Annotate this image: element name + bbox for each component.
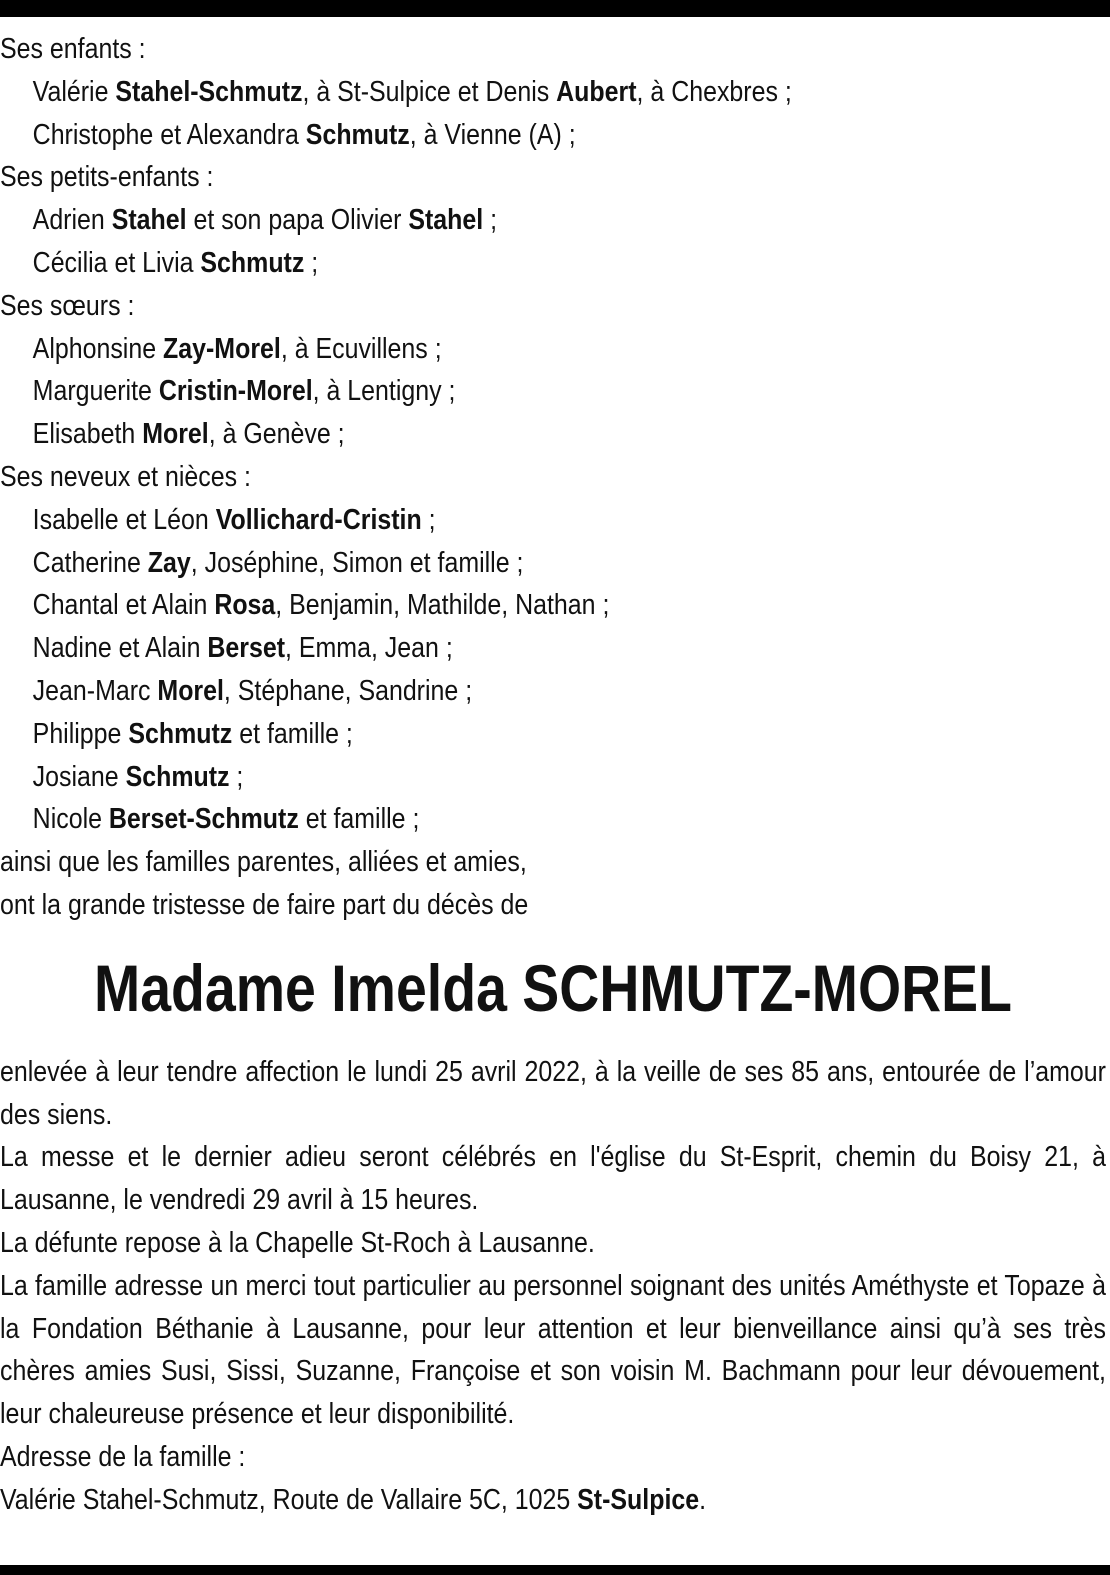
family-text: , Emma, Jean ; xyxy=(285,632,453,665)
paragraph-ceremony: La messe et le dernier adieu seront célébrés en l'église du St-Esprit, chemin du Boisy 21, à Lausanne, le vendredi 29 avril à 15 heures. xyxy=(0,1141,1106,1217)
family-text: Valérie xyxy=(32,75,116,108)
address-end: . xyxy=(699,1483,707,1516)
family-text: Philippe xyxy=(32,717,129,750)
family-text: Marguerite xyxy=(32,375,159,408)
family-surname: Berset xyxy=(207,632,286,665)
family-text: ainsi que les familles parentes, alliées et amies, xyxy=(0,846,527,879)
family-surname: Vollichard-Cristin xyxy=(215,503,422,536)
family-text: ; xyxy=(421,503,436,536)
address-city: St-Sulpice xyxy=(577,1483,700,1516)
family-text: , Benjamin, Mathilde, Nathan ; xyxy=(275,589,610,622)
family-group-heading xyxy=(0,28,951,71)
family-member-line xyxy=(0,328,951,371)
family-text: ; xyxy=(304,246,319,279)
obituary-notice xyxy=(0,28,1106,1522)
family-surname: Schmutz xyxy=(128,717,233,750)
family-member-line xyxy=(0,798,951,841)
family-text: , à St-Sulpice et Denis xyxy=(302,75,557,108)
family-surname: Morel xyxy=(157,674,224,707)
family-surname: Rosa xyxy=(214,589,276,622)
paragraph-rest: La défunte repose à la Chapelle St-Roch à Lausanne. xyxy=(0,1226,595,1259)
family-text: Jean-Marc xyxy=(32,674,158,707)
family-text: ; xyxy=(229,760,244,793)
family-member-line xyxy=(0,413,951,456)
family-text: , à Chexbres ; xyxy=(636,75,792,108)
family-list xyxy=(0,28,1106,927)
family-text: , Joséphine, Simon et famille ; xyxy=(190,546,524,579)
paragraph-death: enlevée à leur tendre affection le lundi 25 avril 2022, à la veille de ses 85 ans, entourée de l’amour des siens. xyxy=(0,1055,1106,1131)
family-text: Ses enfants : xyxy=(0,33,146,65)
family-member-line xyxy=(0,627,951,670)
family-surname: Stahel-Schmutz xyxy=(115,75,303,108)
family-surname: Zay-Morel xyxy=(163,332,281,365)
family-text: Josiane xyxy=(32,760,126,793)
family-group-heading xyxy=(0,456,951,499)
family-member-line xyxy=(0,584,951,627)
family-text: et famille ; xyxy=(298,803,420,836)
family-text: Elisabeth xyxy=(32,418,143,451)
family-surname: Zay xyxy=(147,546,191,579)
bottom-rule xyxy=(0,1565,1110,1575)
family-text: , à Lentigny ; xyxy=(312,375,456,408)
family-surname: Schmutz xyxy=(125,760,230,793)
family-group-heading xyxy=(0,841,951,884)
family-member-line xyxy=(0,542,951,585)
family-member-line xyxy=(0,499,951,542)
family-text: Chantal et Alain xyxy=(32,589,215,622)
family-member-line xyxy=(0,199,951,242)
family-text: , à Genève ; xyxy=(208,418,345,451)
family-surname: Morel xyxy=(142,418,209,451)
family-surname: Aubert xyxy=(556,75,637,108)
family-text: Adrien xyxy=(32,204,112,237)
family-text: , à Ecuvillens ; xyxy=(280,332,442,365)
family-surname: Schmutz xyxy=(200,246,305,279)
family-text: Alphonsine xyxy=(32,332,164,365)
family-group-heading xyxy=(0,884,951,927)
family-text: ont la grande tristesse de faire part du décès de xyxy=(0,888,529,921)
family-text: Nadine et Alain xyxy=(32,632,208,665)
family-member-line xyxy=(0,756,951,799)
family-text: et son papa Olivier xyxy=(186,204,409,237)
family-surname: Schmutz xyxy=(305,118,410,151)
family-group-heading xyxy=(0,285,951,328)
address-label: Adresse de la famille : xyxy=(0,1440,246,1473)
family-text: , Stéphane, Sandrine ; xyxy=(223,674,473,707)
family-member-line xyxy=(0,670,951,713)
family-text: Ses sœurs : xyxy=(0,289,135,322)
family-group-heading xyxy=(0,156,951,199)
family-member-line xyxy=(0,242,951,285)
family-surname: Berset-Schmutz xyxy=(108,803,299,836)
top-rule xyxy=(0,0,1110,17)
address-text: Valérie Stahel-Schmutz, Route de Vallaire 5C, 1025 xyxy=(0,1483,578,1516)
family-surname: Stahel xyxy=(111,204,187,237)
family-text: Ses petits-enfants : xyxy=(0,161,214,194)
family-text: Isabelle et Léon xyxy=(32,503,216,536)
family-surname: Stahel xyxy=(408,204,484,237)
family-text: et famille ; xyxy=(232,717,353,750)
paragraph-thanks: La famille adresse un merci tout particulier au personnel soignant des unités Améthyste et Topaze à la Fondation Béthanie à Lausanne, pour leur attention et leur bienveillance ainsi qu’à ses très chères amies Susi, Sissi, Suzanne, Françoise et son voisin M. Bachmann pour leur dévouement, leur chaleureuse présence et leur disponibilité. xyxy=(0,1269,1106,1431)
family-text: ; xyxy=(483,204,498,237)
family-text: , à Vienne (A) ; xyxy=(409,118,576,151)
family-member-line xyxy=(0,713,951,756)
family-member-line xyxy=(0,114,951,157)
family-surname: Cristin-Morel xyxy=(158,375,313,408)
family-text: Cécilia et Livia xyxy=(32,246,201,279)
family-text: Christophe et Alexandra xyxy=(32,118,306,151)
family-text: Ses neveux et nièces : xyxy=(0,460,251,493)
family-text: Catherine xyxy=(32,546,148,579)
family-text: Nicole xyxy=(32,803,109,836)
notice-body xyxy=(0,1051,1106,1522)
family-member-line xyxy=(0,71,951,114)
address-line xyxy=(0,1479,951,1522)
family-member-line xyxy=(0,370,951,413)
deceased-name: Madame Imelda SCHMUTZ-MOREL xyxy=(94,950,1012,1025)
